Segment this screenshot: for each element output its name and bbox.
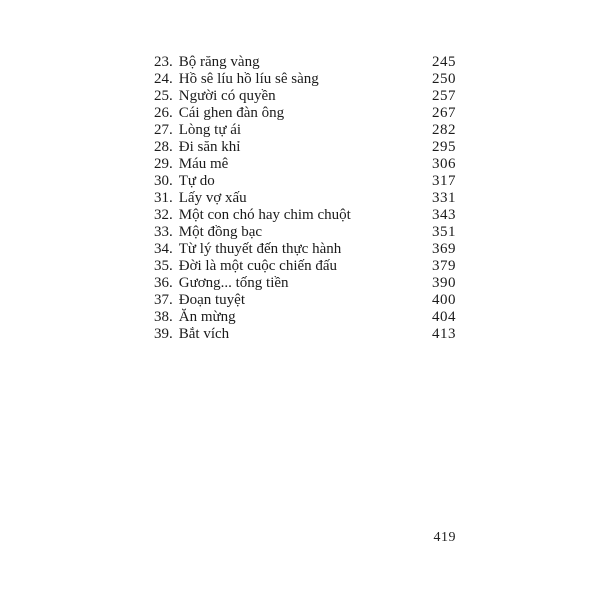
toc-entry-number: 23.	[154, 54, 173, 70]
toc-entry-title: Lấy vợ xấu	[178, 190, 247, 206]
toc-entry-label	[154, 88, 276, 105]
toc-entry-title: Một đồng bạc	[178, 224, 263, 240]
toc-entry-number: 32.	[154, 207, 173, 223]
toc-entry-page: 390	[432, 275, 456, 291]
toc-entry-label	[154, 224, 262, 241]
toc-entry-title: Bắt vích	[178, 326, 230, 342]
toc-entry-title: Cái ghen đàn ông	[178, 105, 285, 121]
toc-entry	[154, 224, 456, 241]
toc-entry	[154, 156, 456, 173]
toc-entry-title: Đi săn khỉ	[178, 139, 241, 155]
toc-entry	[154, 122, 456, 139]
toc-entry-number: 39.	[154, 326, 173, 342]
toc-entry-page: 250	[432, 71, 456, 87]
toc-entry-title: Đời là một cuộc chiến đấu	[178, 258, 338, 274]
toc-entry-page: 413	[432, 326, 456, 342]
page-number: 419	[433, 530, 456, 545]
toc-entry-title: Ăn mừng	[178, 309, 236, 325]
toc-entry-number: 38.	[154, 309, 173, 325]
toc-entry	[154, 275, 456, 292]
toc-entry-page: 343	[432, 207, 456, 223]
toc-entry	[154, 190, 456, 207]
toc-entry-title: Từ lý thuyết đến thực hành	[178, 241, 342, 257]
toc-entry-label	[154, 309, 236, 326]
toc-entry-label	[154, 105, 284, 122]
toc-entry	[154, 241, 456, 258]
toc-entry-number: 28.	[154, 139, 173, 155]
toc-entry-number: 35.	[154, 258, 173, 274]
toc-entry-number: 27.	[154, 122, 173, 138]
toc-entry-number: 26.	[154, 105, 173, 121]
toc-entry-title: Gương... tống tiền	[178, 275, 289, 291]
toc-entry	[154, 105, 456, 122]
toc-entry-page: 351	[432, 224, 456, 240]
toc-entry	[154, 139, 456, 156]
toc-entry-label	[154, 122, 241, 139]
toc-entry-label	[154, 258, 337, 275]
toc-entry-label	[154, 71, 319, 88]
toc-entry-label	[154, 292, 245, 309]
toc-entry-label	[154, 139, 240, 156]
toc-entry-page: 267	[432, 105, 456, 121]
toc-entry-title: Đoạn tuyệt	[178, 292, 245, 308]
toc-entry	[154, 258, 456, 275]
toc-entry-number: 31.	[154, 190, 173, 206]
toc-entry-number: 30.	[154, 173, 173, 189]
toc-entry-page: 257	[432, 88, 456, 104]
toc-entry	[154, 309, 456, 326]
table-of-contents	[154, 54, 456, 343]
toc-entry-label	[154, 241, 341, 258]
toc-entry-number: 25.	[154, 88, 173, 104]
toc-entry-title: Bộ răng vàng	[178, 54, 260, 70]
toc-entry-title: Người có quyền	[178, 88, 276, 104]
toc-entry-page: 282	[432, 122, 456, 138]
toc-entry-page: 404	[432, 309, 456, 325]
toc-entry	[154, 292, 456, 309]
toc-entry	[154, 207, 456, 224]
toc-entry-page: 295	[432, 139, 456, 155]
toc-entry-title: Hồ sê líu hồ líu sê sàng	[178, 71, 319, 87]
toc-entry-label	[154, 54, 260, 71]
toc-entry-page: 369	[432, 241, 456, 257]
toc-entry-page: 245	[432, 54, 456, 70]
toc-entry	[154, 326, 456, 343]
toc-entry-page: 306	[432, 156, 456, 172]
toc-entry-title: Tự do	[178, 173, 215, 189]
toc-entry	[154, 54, 456, 71]
toc-entry-page: 317	[432, 173, 456, 189]
toc-entry	[154, 88, 456, 105]
toc-entry-label	[154, 173, 215, 190]
toc-entry	[154, 173, 456, 190]
toc-entry-page: 400	[432, 292, 456, 308]
toc-entry-label	[154, 326, 229, 343]
toc-entry-page: 379	[432, 258, 456, 274]
toc-entry-label	[154, 156, 228, 173]
toc-entry-label	[154, 190, 247, 207]
toc-entry-number: 37.	[154, 292, 173, 308]
toc-entry-number: 34.	[154, 241, 173, 257]
toc-entry-title: Lòng tự ái	[178, 122, 242, 138]
toc-entry-title: Máu mê	[178, 156, 229, 172]
toc-entry-number: 33.	[154, 224, 173, 240]
toc-entry-number: 36.	[154, 275, 173, 291]
toc-entry-label	[154, 275, 289, 292]
toc-entry-number: 24.	[154, 71, 173, 87]
toc-entry-title: Một con chó hay chim chuột	[178, 207, 351, 223]
toc-entry	[154, 71, 456, 88]
toc-entry-page: 331	[432, 190, 456, 206]
toc-entry-number: 29.	[154, 156, 173, 172]
toc-entry-label	[154, 207, 351, 224]
